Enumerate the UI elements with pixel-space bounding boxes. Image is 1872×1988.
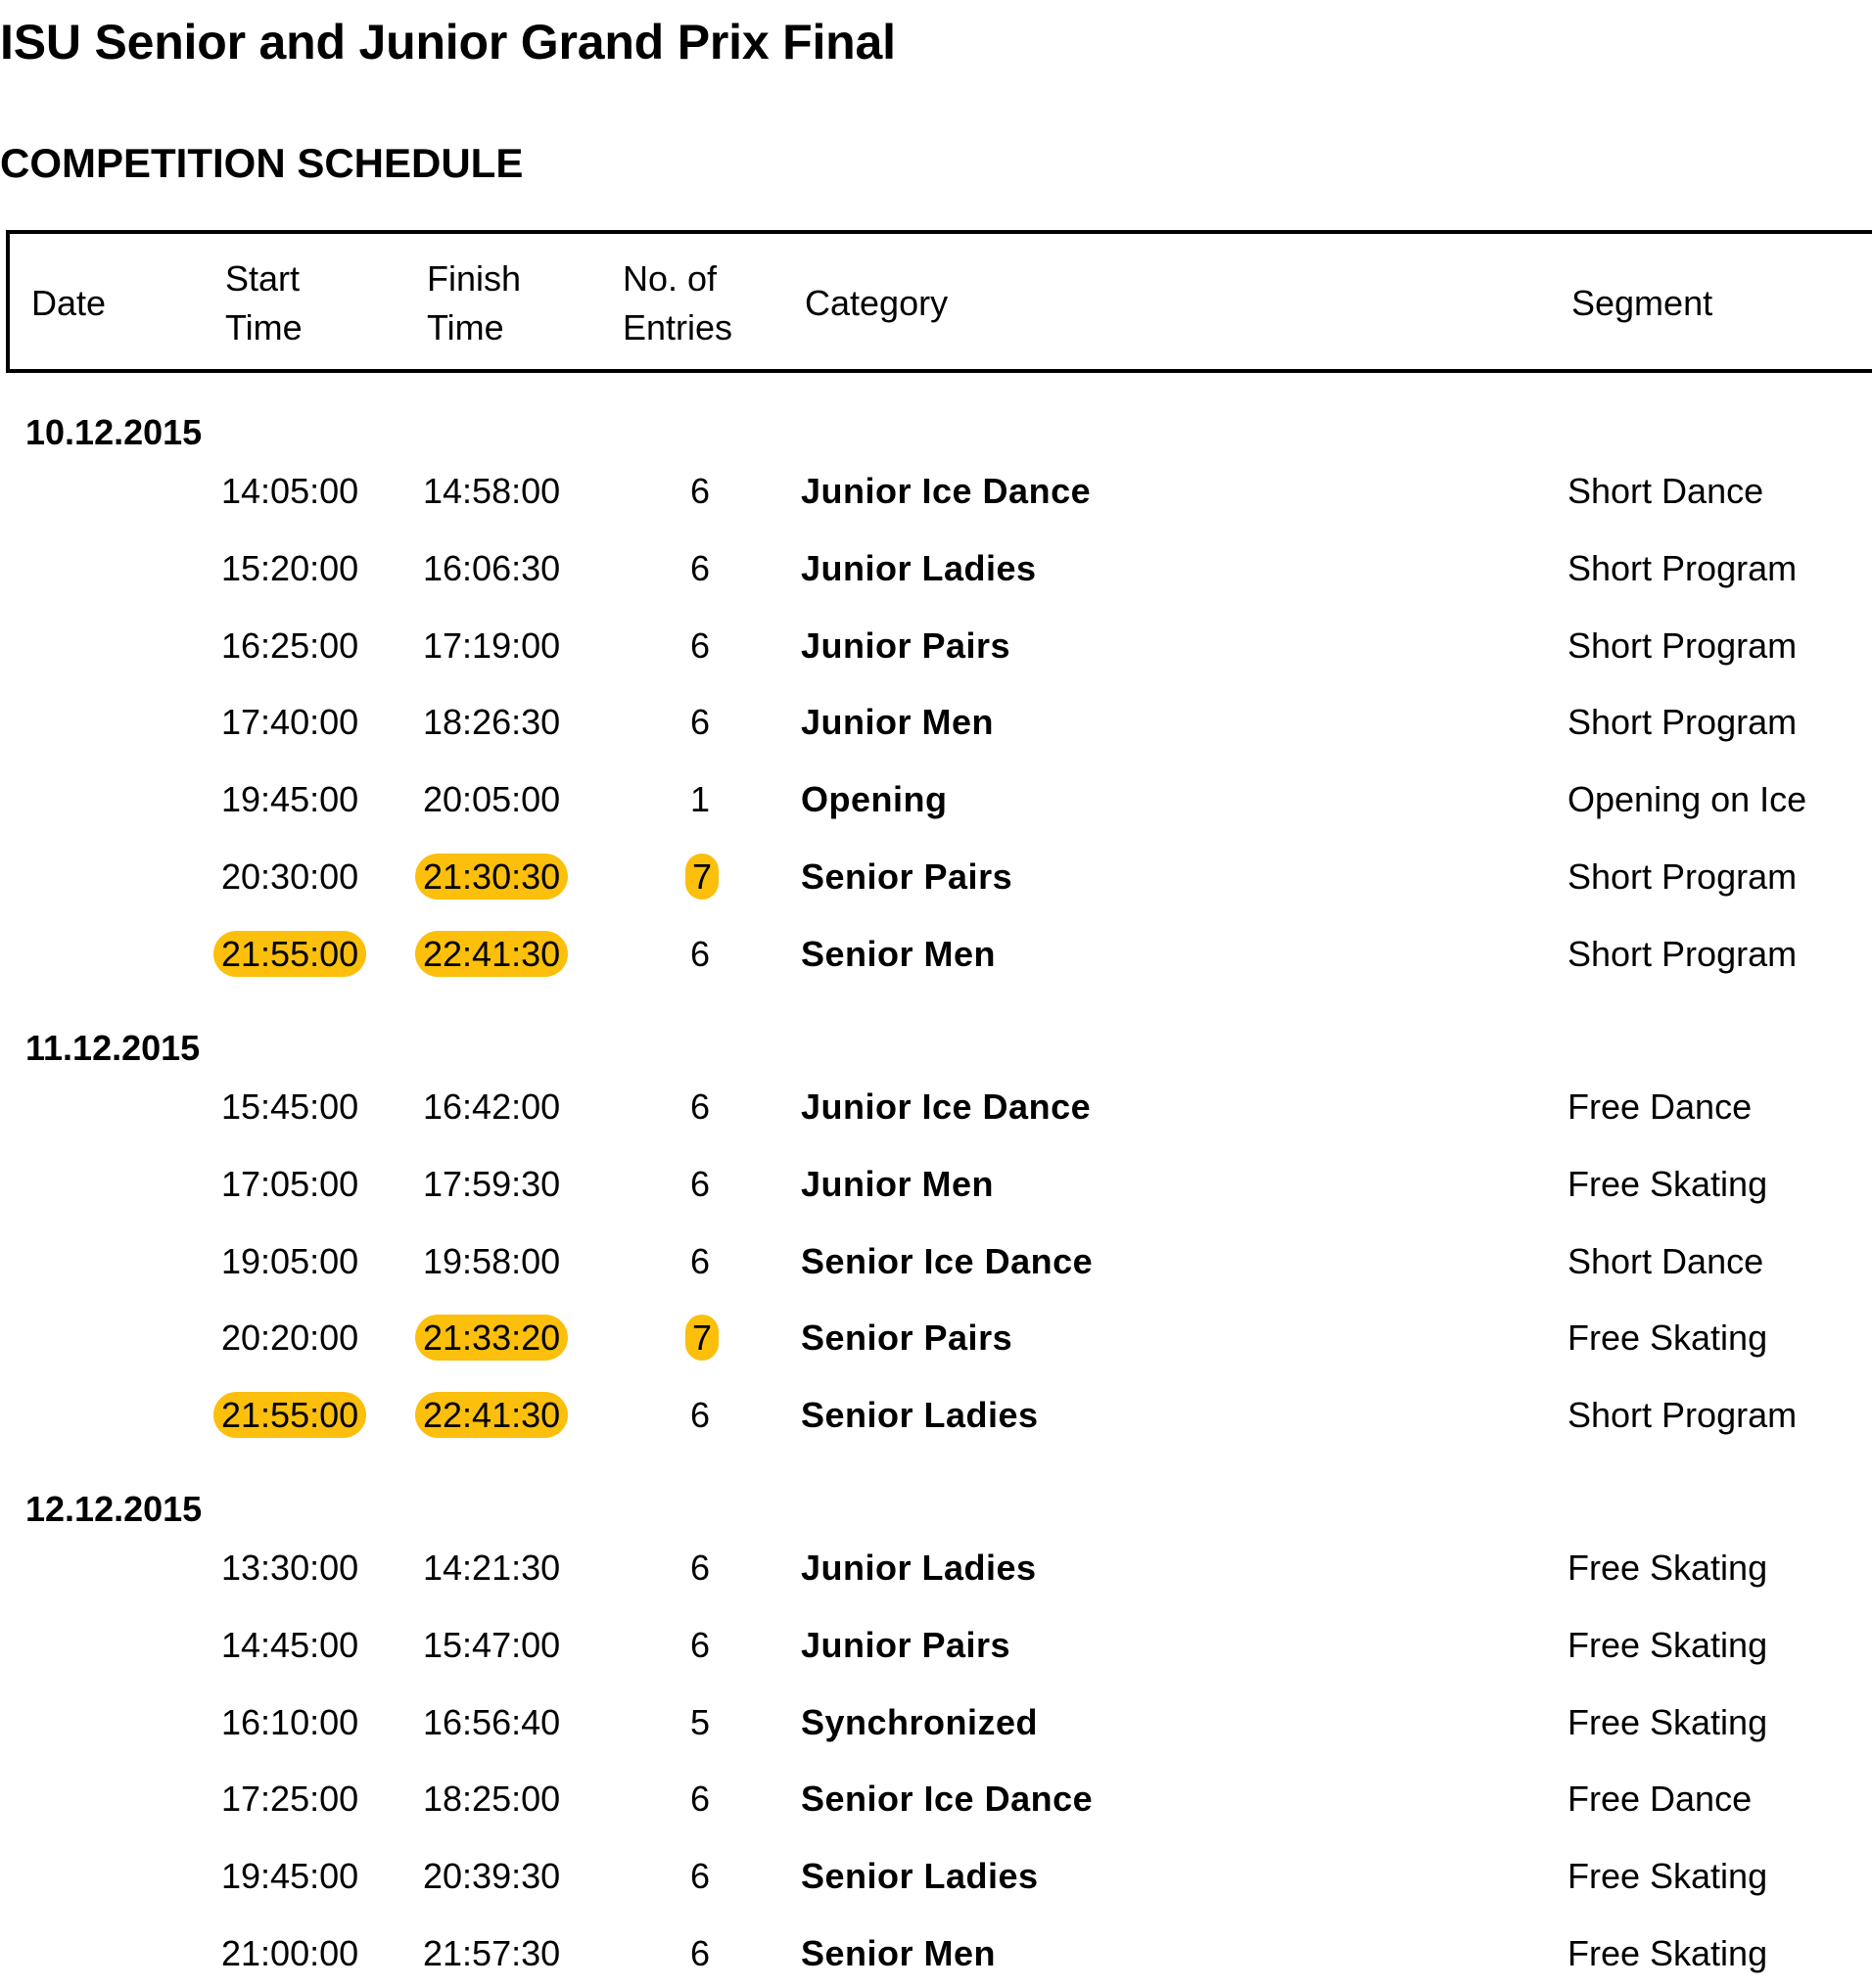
category-cell	[801, 1394, 1039, 1437]
start-value: 13:30:00	[221, 1548, 359, 1588]
date-heading: 12.12.2015	[25, 1489, 203, 1529]
start-value-highlighted: 21:55:00	[213, 1392, 366, 1438]
start-cell	[221, 1163, 358, 1206]
finish-value: 16:42:00	[423, 1086, 561, 1127]
segment-value: Short Program	[1568, 856, 1798, 897]
header-finish-line2: Time	[427, 307, 504, 347]
entries-value-highlighted: 7	[685, 1315, 719, 1361]
entries-value: 6	[689, 1624, 711, 1665]
category-cell	[801, 1547, 1037, 1590]
entries-cell	[685, 1701, 715, 1744]
category-value: Synchronized	[801, 1701, 1039, 1742]
segment-cell	[1568, 1701, 1767, 1744]
finish-value: 15:47:00	[423, 1624, 561, 1665]
category-value: Senior Ladies	[801, 1395, 1039, 1436]
entries-value: 6	[689, 1086, 711, 1127]
finish-cell	[423, 470, 560, 513]
start-cell	[221, 1086, 358, 1129]
category-cell	[801, 547, 1037, 590]
start-value-highlighted: 21:55:00	[213, 931, 366, 977]
start-value: 14:45:00	[221, 1624, 359, 1665]
segment-value: Free Dance	[1568, 1086, 1753, 1127]
entries-cell	[685, 1394, 715, 1437]
start-value: 20:30:00	[221, 856, 359, 897]
start-cell	[221, 1240, 358, 1283]
entries-cell	[685, 1778, 715, 1821]
finish-value: 18:26:30	[423, 702, 561, 743]
start-cell	[221, 547, 358, 590]
finish-cell	[423, 1855, 560, 1898]
category-cell	[801, 624, 1010, 668]
segment-value: Short Program	[1568, 547, 1798, 588]
start-cell	[221, 778, 358, 821]
segment-value: Free Dance	[1568, 1779, 1753, 1820]
entries-cell	[685, 1624, 715, 1667]
finish-value-highlighted: 21:33:20	[415, 1315, 568, 1361]
finish-value: 16:56:40	[423, 1701, 561, 1742]
entries-value: 6	[689, 1856, 711, 1897]
segment-cell	[1568, 1086, 1752, 1129]
finish-cell	[423, 1163, 560, 1206]
finish-cell	[423, 1701, 560, 1744]
segment-cell	[1568, 1624, 1767, 1667]
finish-cell	[423, 547, 560, 590]
segment-cell	[1568, 701, 1797, 744]
segment-value: Free Skating	[1568, 1548, 1768, 1588]
start-cell	[221, 1701, 358, 1744]
entries-cell	[685, 933, 715, 976]
entries-value: 6	[689, 1548, 711, 1588]
entries-cell	[685, 778, 715, 821]
finish-value: 18:25:00	[423, 1779, 561, 1820]
finish-value: 14:21:30	[423, 1548, 561, 1588]
segment-value: Short Program	[1568, 1395, 1798, 1436]
segment-cell	[1568, 1932, 1767, 1975]
start-cell	[221, 933, 366, 976]
segment-cell	[1568, 1394, 1797, 1437]
category-value: Junior Pairs	[801, 624, 1011, 666]
finish-cell	[423, 1624, 560, 1667]
finish-value-highlighted: 22:41:30	[415, 931, 568, 977]
finish-cell	[423, 624, 560, 668]
category-value: Junior Ice Dance	[801, 1086, 1092, 1127]
start-value: 19:05:00	[221, 1240, 359, 1281]
category-cell	[801, 933, 996, 976]
finish-value: 17:19:00	[423, 624, 561, 666]
segment-cell	[1568, 547, 1797, 590]
finish-value-highlighted: 22:41:30	[415, 1392, 568, 1438]
category-value: Junior Ladies	[801, 547, 1037, 588]
entries-cell	[685, 1855, 715, 1898]
segment-cell	[1568, 778, 1806, 821]
start-value: 21:00:00	[221, 1933, 359, 1973]
entries-value: 6	[689, 1395, 711, 1436]
category-value: Senior Pairs	[801, 856, 1013, 897]
start-value: 19:45:00	[221, 779, 359, 820]
header-date: Date	[31, 283, 107, 323]
category-cell	[801, 1240, 1093, 1283]
header-category: Category	[805, 283, 949, 323]
finish-value-highlighted: 21:30:30	[415, 854, 568, 900]
finish-value: 14:58:00	[423, 471, 561, 511]
category-value: Opening	[801, 779, 948, 820]
segment-cell	[1568, 1163, 1767, 1206]
category-cell	[801, 470, 1091, 513]
segment-value: Free Skating	[1568, 1933, 1768, 1973]
finish-value: 20:05:00	[423, 779, 561, 820]
segment-value: Free Skating	[1568, 1701, 1768, 1742]
entries-value: 1	[689, 779, 711, 820]
segment-cell	[1568, 933, 1797, 976]
start-value: 16:10:00	[221, 1701, 359, 1742]
header-entries	[623, 254, 732, 352]
entries-cell	[685, 701, 715, 744]
segment-cell	[1568, 855, 1797, 899]
start-value: 19:45:00	[221, 1856, 359, 1897]
start-value: 17:40:00	[221, 702, 359, 743]
segment-cell	[1568, 470, 1763, 513]
entries-cell	[685, 470, 715, 513]
entries-value: 6	[689, 933, 711, 974]
start-value: 15:45:00	[221, 1086, 359, 1127]
entries-value: 6	[689, 547, 711, 588]
start-cell	[221, 470, 358, 513]
entries-value-highlighted: 7	[685, 854, 719, 900]
finish-cell	[423, 701, 560, 744]
segment-value: Short Program	[1568, 624, 1798, 666]
entries-cell	[685, 1547, 715, 1590]
finish-cell	[423, 1932, 560, 1975]
category-cell	[801, 1163, 994, 1206]
category-cell	[801, 855, 1012, 899]
segment-value: Short Dance	[1568, 1240, 1764, 1281]
header-segment: Segment	[1571, 283, 1713, 323]
segment-value: Free Skating	[1568, 1318, 1768, 1359]
segment-value: Short Program	[1568, 702, 1798, 743]
entries-cell	[685, 1317, 715, 1360]
category-cell	[801, 1778, 1093, 1821]
segment-cell	[1568, 624, 1797, 668]
finish-value: 19:58:00	[423, 1240, 561, 1281]
segment-value: Free Skating	[1568, 1856, 1768, 1897]
entries-value: 6	[689, 702, 711, 743]
entries-cell	[685, 1086, 715, 1129]
start-value: 17:05:00	[221, 1163, 359, 1204]
category-value: Senior Men	[801, 933, 997, 974]
header-finish-line1: Finish	[427, 258, 522, 299]
start-value: 15:20:00	[221, 547, 359, 588]
entries-cell	[685, 624, 715, 668]
finish-cell	[423, 1778, 560, 1821]
finish-value: 21:57:30	[423, 1933, 561, 1973]
date-heading: 10.12.2015	[25, 412, 203, 452]
start-value: 14:05:00	[221, 471, 359, 511]
segment-value: Short Dance	[1568, 471, 1764, 511]
start-cell	[221, 855, 358, 899]
category-cell	[801, 701, 994, 744]
entries-value: 6	[689, 471, 711, 511]
entries-cell	[685, 855, 715, 899]
finish-cell	[423, 855, 568, 899]
category-value: Junior Ice Dance	[801, 471, 1092, 511]
entries-value: 6	[689, 1240, 711, 1281]
category-value: Junior Men	[801, 702, 995, 743]
start-cell	[221, 701, 358, 744]
category-cell	[801, 1932, 996, 1975]
table-header	[6, 230, 1872, 373]
entries-cell	[685, 1240, 715, 1283]
category-cell	[801, 1086, 1091, 1129]
entries-value: 6	[689, 624, 711, 666]
entries-value: 5	[689, 1701, 711, 1742]
finish-cell	[423, 1317, 568, 1360]
start-value: 20:20:00	[221, 1318, 359, 1359]
start-cell	[221, 1778, 358, 1821]
segment-cell	[1568, 1317, 1767, 1360]
finish-value: 17:59:30	[423, 1163, 561, 1204]
category-value: Senior Ice Dance	[801, 1779, 1094, 1820]
entries-cell	[685, 547, 715, 590]
finish-cell	[423, 778, 560, 821]
entries-value: 6	[689, 1779, 711, 1820]
category-value: Senior Ice Dance	[801, 1240, 1094, 1281]
entries-value: 6	[689, 1933, 711, 1973]
finish-cell	[423, 1086, 560, 1129]
page-title: ISU Senior and Junior Grand Prix Final	[0, 15, 896, 69]
category-cell	[801, 1317, 1012, 1360]
segment-value: Free Skating	[1568, 1163, 1768, 1204]
page-subtitle: COMPETITION SCHEDULE	[0, 140, 524, 186]
finish-cell	[423, 1547, 560, 1590]
segment-value: Free Skating	[1568, 1624, 1768, 1665]
category-value: Senior Men	[801, 1933, 997, 1973]
segment-cell	[1568, 1547, 1767, 1590]
start-cell	[221, 1547, 358, 1590]
finish-cell	[423, 1394, 568, 1437]
category-cell	[801, 1624, 1010, 1667]
header-entries-line2: Entries	[623, 307, 733, 347]
category-cell	[801, 1701, 1038, 1744]
category-value: Junior Ladies	[801, 1548, 1037, 1588]
entries-value: 6	[689, 1163, 711, 1204]
category-value: Junior Men	[801, 1163, 995, 1204]
category-value: Senior Pairs	[801, 1318, 1013, 1359]
start-cell	[221, 1624, 358, 1667]
category-cell	[801, 778, 948, 821]
start-cell	[221, 1932, 358, 1975]
header-start-line2: Time	[225, 307, 303, 347]
date-heading: 11.12.2015	[25, 1028, 201, 1068]
segment-cell	[1568, 1240, 1763, 1283]
finish-value: 20:39:30	[423, 1856, 561, 1897]
entries-cell	[685, 1932, 715, 1975]
segment-cell	[1568, 1855, 1767, 1898]
start-cell	[221, 624, 358, 668]
entries-cell	[685, 1163, 715, 1206]
start-value: 16:25:00	[221, 624, 359, 666]
start-value: 17:25:00	[221, 1779, 359, 1820]
finish-cell	[423, 933, 568, 976]
header-start-time	[225, 254, 303, 352]
header-entries-line1: No. of	[623, 258, 718, 299]
category-cell	[801, 1855, 1039, 1898]
start-cell	[221, 1855, 358, 1898]
start-cell	[221, 1394, 366, 1437]
start-cell	[221, 1317, 358, 1360]
finish-value: 16:06:30	[423, 547, 561, 588]
segment-value: Short Program	[1568, 933, 1798, 974]
header-finish-time	[427, 254, 521, 352]
segment-value: Opening on Ice	[1568, 779, 1807, 820]
category-value: Senior Ladies	[801, 1856, 1039, 1897]
header-start-line1: Start	[225, 258, 301, 299]
segment-cell	[1568, 1778, 1752, 1821]
finish-cell	[423, 1240, 560, 1283]
category-value: Junior Pairs	[801, 1624, 1011, 1665]
